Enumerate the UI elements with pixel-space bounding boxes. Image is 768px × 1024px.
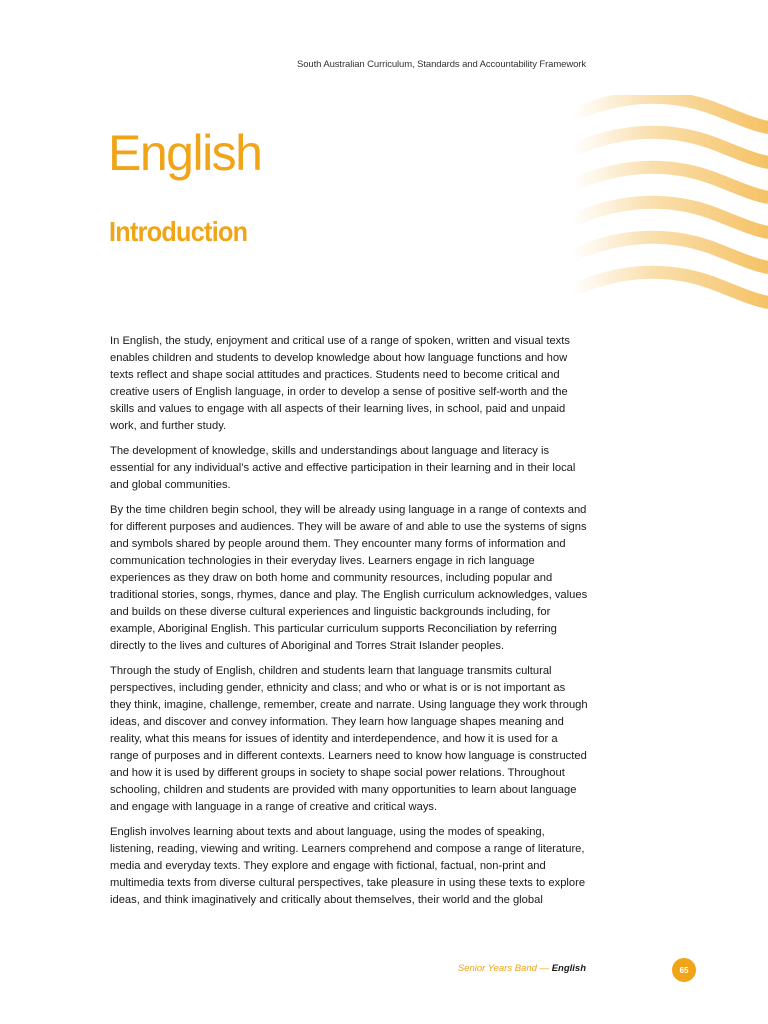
paragraph: English involves learning about texts and about language, using the modes of speaking, listening, reading, viewing and writing. Learners comprehend and compose a range of literature, media and everyday texts. They explore and engage with fictional, factual, non-print and multimedia texts from diverse cultural perspectives, take pleasure in using these texts to explore ideas, and think imaginatively and critically about themselves, their world and the global — [110, 826, 586, 906]
footer-band-label: Senior Years Band — [457, 963, 537, 974]
running-header: South Australian Curriculum, Standards and Accountability Framework — [297, 59, 586, 70]
paragraph: In English, the study, enjoyment and critical use of a range of spoken, written and visual texts enables children and students to develop knowledge about how language functions and how texts reflect and shape social attitudes and practices. Students need to become critical and creative users of English language, in order to develop a sense of positive self-worth and the skills and values to engage with all aspects of their learning lives, in school, paid and unpaid work, and further study. — [110, 335, 570, 432]
paragraph: The development of knowledge, skills and understandings about language and literacy is essential for any individual’s active and effective participation in their learning and in their local and global communities. — [110, 445, 576, 491]
paragraph: By the time children begin school, they will be already using language in a range of contexts and for different purposes and audiences. They will be aware of and able to use the systems of signs and symbols shared by people around them. They encounter many forms of information and communication technologies in their everyday lives. Learners engage in rich language experiences as they draw on both home and community resources, including popular and traditional stories, songs, rhymes, dance and play. The English curriculum acknowledges, values and builds on these diverse cultural experiences and linguistic backgrounds including, for example, Aboriginal English. This particular curriculum supports Reconciliation by referring directly to the lives and cultures of Aboriginal and Torres Strait Islander peoples. — [110, 504, 588, 652]
footer-separator: — — [536, 963, 552, 974]
footer-subject: English — [551, 963, 586, 974]
page-number-badge: 65 — [672, 958, 696, 982]
paragraph: Through the study of English, children and students learn that language transmits cultural perspectives, including gender, ethnicity and class; and who or what is or is not important as they think, imagine, challenge, remember, create and narrate. Using language they work through ideas, and discover and convey information. They learn how language shapes meaning and reality, what this means for issues of identity and interdependence, and how it is used for a range of purposes and in different contexts. Learners need to know how language is constructed and how it is used by different groups in society to shape social power relations. Throughout schooling, children and students are provided with many opportunities to learn about language and engage with language in a range of creative and critical ways. — [110, 665, 588, 813]
section-heading: Introduction — [109, 216, 248, 247]
page-title: English — [108, 125, 262, 181]
body-text — [110, 333, 588, 925]
wave-lines-icon — [568, 95, 768, 310]
footer-label — [458, 963, 586, 974]
